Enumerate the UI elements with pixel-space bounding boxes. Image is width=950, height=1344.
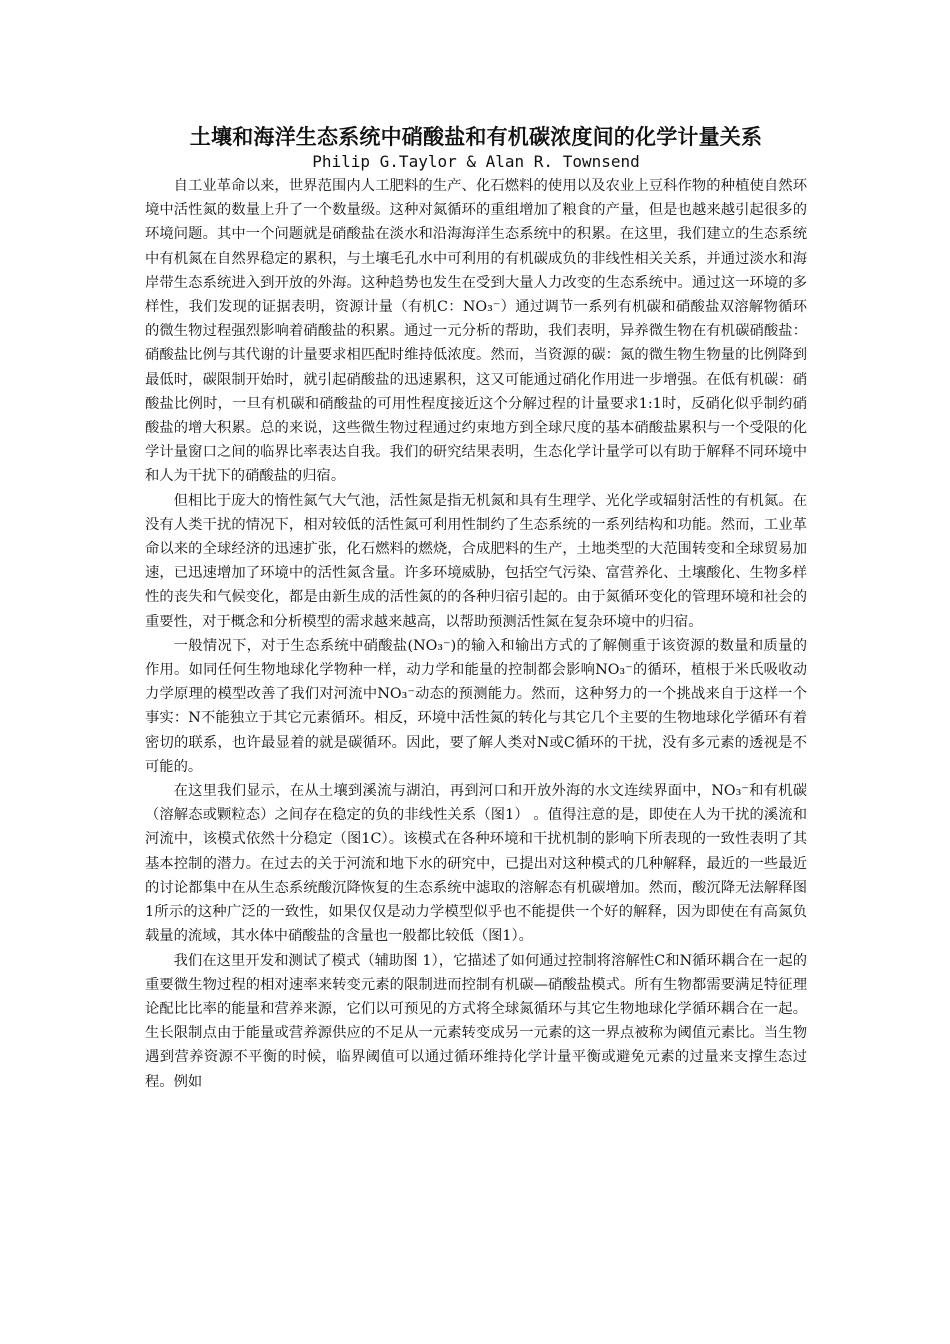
paragraph-reactive-nitrogen: 但相比于庞大的惰性氮气大气池，活性氮是指无机氮和具有生理学、光化学或辐射活性的有机氮。在没有人类干扰的情况下，相对较低的活性氮可利用性制约了生态系统的一系列结构和功能。然而，工业革命以来的全球经济的迅速扩张，化石燃料的燃烧，合成肥料的生产，土地类型的大范围转变和全球贸易加速，已迅速增加了环境中的活性氮含量。许多环境威胁，包括空气污染、富营养化、土壤酸化、生物多样性的丧失和气候变化，都是由新生成的活性氮的的各种归宿引起的。由于氮循环变化的管理环境和社会的重要性，对于概念和分析模型的需求越来越高，以帮助预测活性氮在复杂环境中的归宿。 bbox=[145, 492, 807, 630]
paragraph-model-description: 我们在这里开发和测试了模式（辅助图 1），它描述了如何通过控制将溶解性C和N循环耦合在一起的重要微生物过程的相对速率来转变元素的限制进而控制有机碳—硝酸盐模式。所有生物都需要满足特征理论配比比率的能量和营养来源，它们以可预见的方式将全球氮循环与其它生物地球化学循环耦合在一起。生长限制点由于能量或营养源供应的不足从一元素转变成另一元素的这一界点被称为阈值元素比。当生物遇到营养资源不平衡的时候，临界阈值可以通过循环维持化学计量平衡或避免元素的过量来支撑生态过程。例如 bbox=[145, 952, 807, 1090]
paragraph-nitrate-cycling: 一般情况下，对于生态系统中硝酸盐(NO₃⁻)的输入和输出方式的了解侧重于该资源的数量和质量的作用。如同任何生物地球化学物种一样，动力学和能量的控制都会影响NO₃⁻的循环，植根于米氏吸收动力学原理的模型改善了我们对河流中NO₃⁻动态的预测能力。然而，这种努力的一个挑战来自于这样一个事实：N不能独立于其它元素循环。相反，环境中活性氮的转化与其它几个主要的生物地球化学循环有着密切的联系，也许最显着的就是碳循环。因此，要了解人类对N或C循环的干扰，没有多元素的透视是不可能的。 bbox=[145, 637, 807, 775]
document-title: 土壤和海洋生态系统中硝酸盐和有机碳浓度间的化学计量关系 bbox=[189, 125, 763, 149]
document-authors: Philip G.Taylor & Alan R. Townsend bbox=[312, 152, 640, 171]
document-page bbox=[145, 122, 807, 1094]
paragraph-abstract: 自工业革命以来，世界范围内人工肥料的生产、化石燃料的使用以及农业上豆科作物的种植使自然环境中活性氮的数量上升了一个数量级。这种对氮循环的重组增加了粮食的产量，但是也越来越引起很多的环境问题。其中一个问题就是硝酸盐在淡水和沿海海洋生态系统中的积累。在这里，我们建立的生态系统中有机氮在自然界稳定的累积，与土壤毛孔水中可利用的有机碳成负的非线性相关关系，并通过淡水和海岸带生态系统进入到开放的外海。这种趋势也发生在受到大量人力改变的生态系统中。通过这一环境的多样性，我们发现的证据表明，资源计量（有机C：NO₃⁻）通过调节一系列有机碳和硝酸盐双溶解物循环的微生物过程强烈影响着硝酸盐的积累。通过一元分析的帮助，我们表明，异养微生物在有机碳硝酸盐：硝酸盐比例与其代谢的计量要求相匹配时维持低浓度。然而，当资源的碳：氮的微生物生物量的比例降到最低时，碳限制开始时，就引起硝酸盐的迅速累积，这又可能通过硝化作用进一步增强。在低有机碳：硝酸盐比例时，一旦有机碳和硝酸盐的可用性程度接近这个分解过程的计量要求1:1时，反硝化似乎制约硝酸盐的增大积累。总的来说，这些微生物过程通过约束地方到全球尺度的基本硝酸盐累积与一个受限的化学计量窗口之间的临界比率表达自我。我们的研究结果表明，生态化学计量学可以有助于解释不同环境中和人为干扰下的硝酸盐的归宿。 bbox=[145, 178, 807, 485]
paragraph-nitrate-carbon-pattern: 在这里我们显示，在从土壤到溪流与湖泊，再到河口和开放外海的水文连续界面中，NO₃⁻和有机碳（溶解态或颗粒态）之间存在稳定的负的非线性关系（图1） 。值得注意的是，即使在人为干扰的溪流和河流中，该模式依然十分稳定（图1C）。该模式在各种环境和干扰机制的影响下所表现的一致性表明了其基本控制的潜力。在过去的关于河流和地下水的研究中，已提出对这种模式的几种解释，最近的一些最近的讨论都集中在从生态系统酸沉降恢复的生态系统中滤取的溶解态有机碳增加。然而，酸沉降无法解释图1所示的这种广泛的一致性，如果仅仅是动力学模型似乎也不能提供一个好的解释，因为即使在有高氮负载量的流域，其水体中硝酸盐的含量也一般都比较低（图1）。 bbox=[145, 783, 807, 945]
